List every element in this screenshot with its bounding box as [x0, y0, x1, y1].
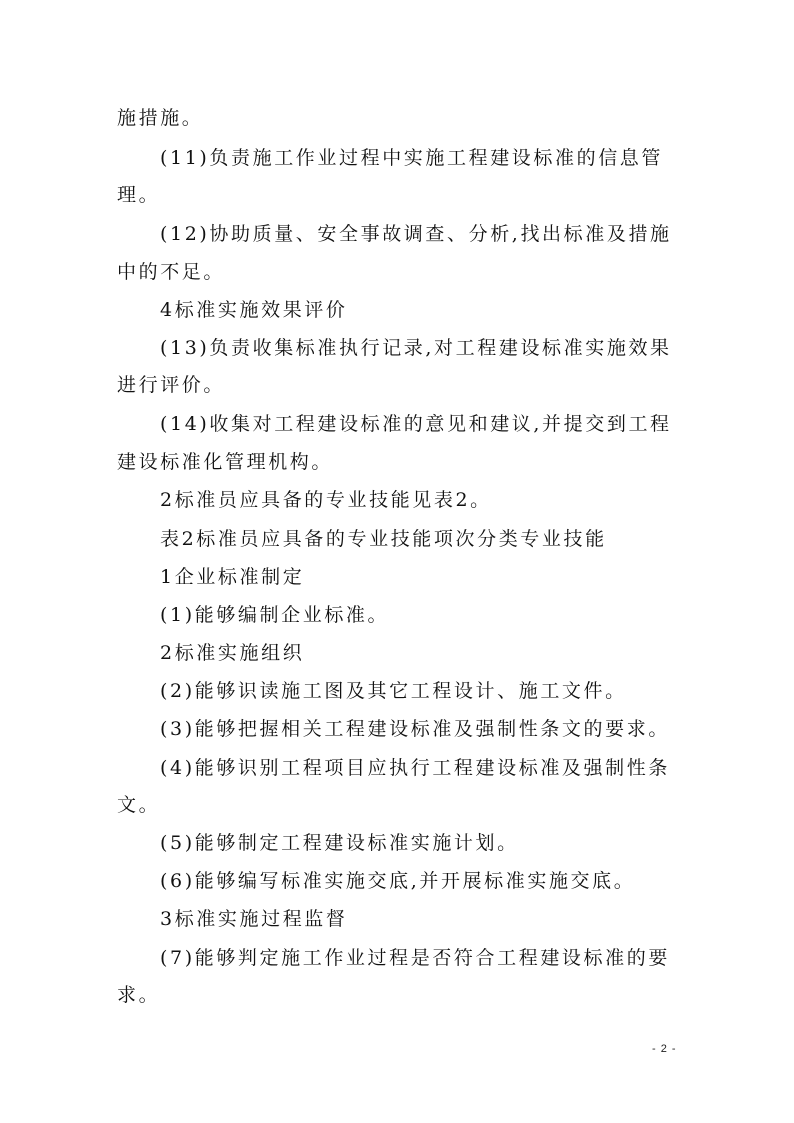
text-line: (7)能够判定施工作业过程是否符合工程建设标准的要 [160, 947, 670, 969]
text-line: (12)协助质量、安全事故调查、分析,找出标准及措施 [160, 223, 672, 245]
text-line: 建设标准化管理机构。 [117, 451, 334, 473]
text-line: (2)能够识读施工图及其它工程设计、施工文件。 [160, 680, 627, 702]
section-heading: 4标准实施效果评价 [160, 299, 348, 321]
text-line: (14)收集对工程建设标准的意见和建议,并提交到工程 [160, 413, 672, 435]
text-line: 进行评价。 [117, 374, 226, 396]
text-line: 2标准员应具备的专业技能见表2。 [160, 489, 492, 511]
page-number: - 2 - [652, 1043, 677, 1055]
section-heading: 3标准实施过程监督 [160, 908, 348, 930]
text-line: 求。 [117, 984, 161, 1006]
text-line: 理。 [117, 184, 161, 206]
text-line: (11)负责施工作业过程中实施工程建设标准的信息管 [160, 147, 664, 169]
table-caption: 表2标准员应具备的专业技能项次分类专业技能 [160, 528, 607, 550]
section-heading: 2标准实施组织 [160, 642, 305, 664]
text-line: (4)能够识别工程项目应执行工程建设标准及强制性条 [160, 757, 670, 779]
text-line: (3)能够把握相关工程建设标准及强制性条文的要求。 [160, 718, 670, 740]
text-line: (6)能够编写标准实施交底,并开展标准实施交底。 [160, 870, 636, 892]
text-line: (1)能够编制企业标准。 [160, 604, 390, 626]
text-line: 施措施。 [117, 107, 204, 129]
section-heading: 1企业标准制定 [160, 566, 305, 588]
text-line: (5)能够制定工程建设标准实施计划。 [160, 832, 519, 854]
text-line: (13)负责收集标准执行记录,对工程建设标准实施效果 [160, 337, 672, 359]
text-line: 文。 [117, 794, 161, 816]
text-line: 中的不足。 [117, 261, 226, 283]
